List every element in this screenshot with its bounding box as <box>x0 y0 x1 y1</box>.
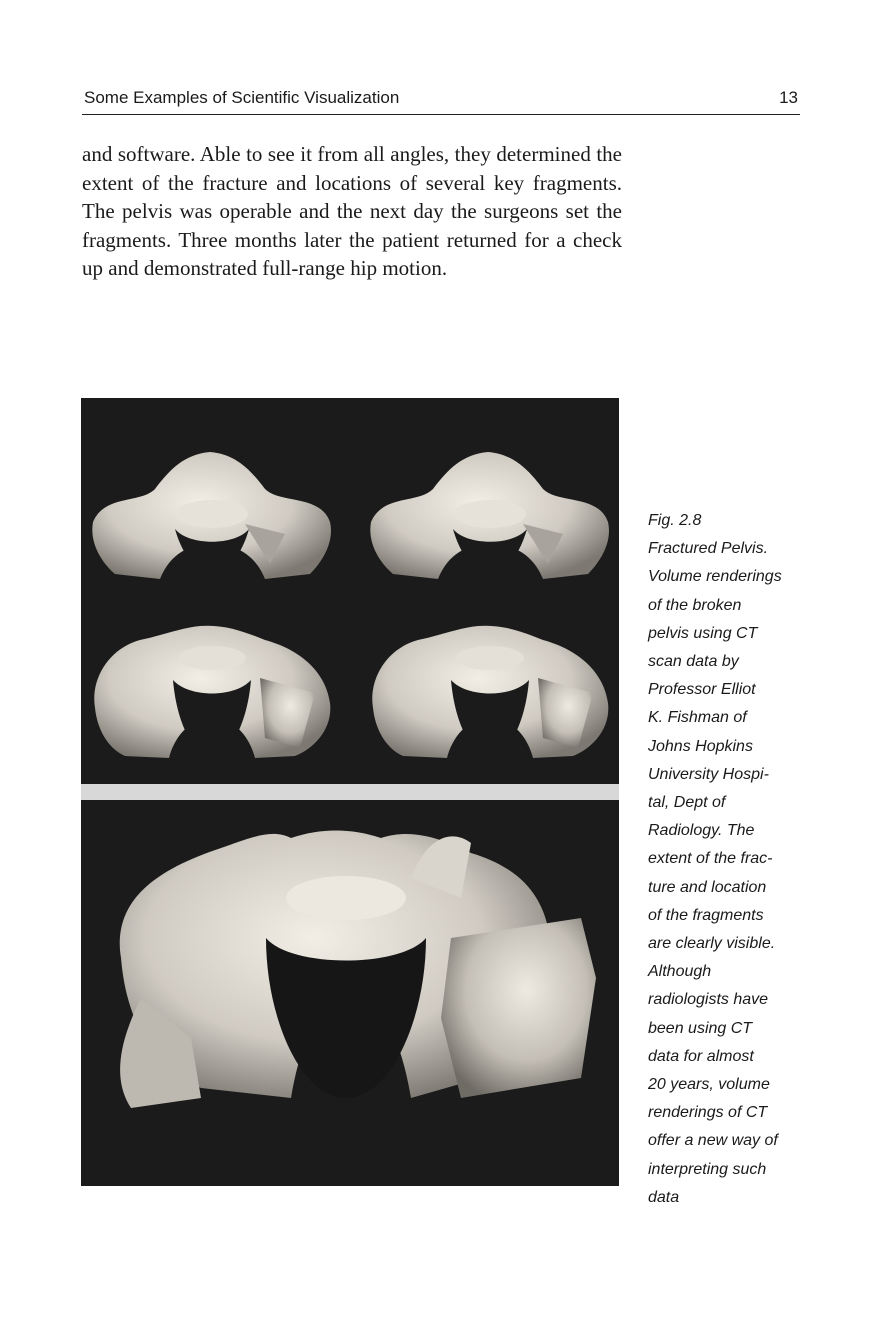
pelvis-view-top-left <box>92 452 331 579</box>
caption-line: K. Fishman of <box>648 709 747 727</box>
caption-line: pelvis using CT <box>648 624 758 642</box>
caption-line: radiologists have <box>648 991 769 1009</box>
caption-line: Although <box>648 963 712 981</box>
caption-line: 20 years, volume <box>648 1076 770 1094</box>
body-paragraph: and software. Able to see it from all angles, they determined the extent of the fracture and locations of several key fragments. The pelvis was operable and the next day the surgeons set the fragments. Three months later the patient returned for a check up and demonstrated full-range hip motion. <box>82 142 622 280</box>
caption-line: Radiology. The <box>648 822 755 840</box>
caption-line: offer a new way of <box>648 1132 778 1150</box>
pelvis-view-large <box>120 831 596 1109</box>
figure-caption <box>648 507 808 1212</box>
caption-line: ture and location <box>648 878 767 896</box>
caption-line: of the fragments <box>648 906 764 924</box>
caption-line: University Hospi- <box>648 765 769 783</box>
page-number: 13 <box>779 88 798 107</box>
caption-line: Professor Elliot <box>648 681 756 699</box>
pelvis-view-mid-right <box>372 626 608 758</box>
pelvis-renderings-image <box>81 398 619 1186</box>
caption-line: are clearly visible. <box>648 935 776 953</box>
caption-line: tal, Dept of <box>648 794 726 812</box>
caption-line: been using CT <box>648 1019 753 1037</box>
caption-line: Fractured Pelvis. <box>648 540 769 558</box>
caption-line: Johns Hopkins <box>648 737 753 755</box>
caption-line: data <box>648 1188 680 1206</box>
caption-line: Volume renderings <box>648 568 782 586</box>
caption-line: Fig. 2.8 <box>648 512 702 529</box>
caption-line: scan data by <box>648 653 739 671</box>
pelvis-view-mid-left <box>94 626 330 758</box>
panel-separator <box>81 784 619 800</box>
caption-line: of the broken <box>648 596 742 614</box>
caption-line: interpreting such <box>648 1160 767 1178</box>
running-header <box>82 86 800 115</box>
running-title: Some Examples of Scientific Visualization <box>84 88 400 107</box>
caption-line: renderings of CT <box>648 1104 768 1122</box>
caption-line: data for almost <box>648 1047 754 1065</box>
caption-line: extent of the frac- <box>648 850 773 868</box>
pelvis-renderings-figure <box>81 398 619 1186</box>
pelvis-view-top-right <box>370 452 609 579</box>
